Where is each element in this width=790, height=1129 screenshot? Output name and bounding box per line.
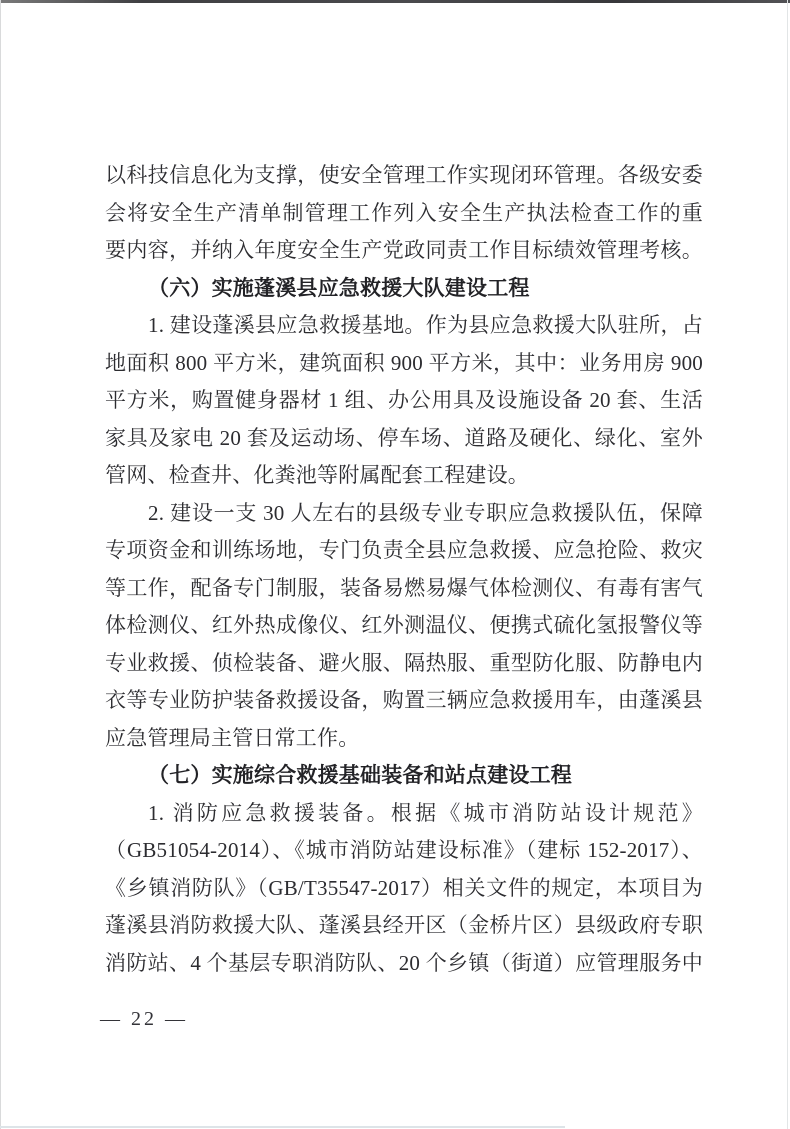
text-line: 以科技信息化为支撑，使安全管理工作实现闭环管理。各级安委 bbox=[105, 163, 703, 187]
scan-bottom-edge-artifact bbox=[0, 1126, 565, 1128]
text-line: 管网、检查井、化粪池等附属配套工程建设。 bbox=[105, 463, 529, 487]
text-line: 等工作，配备专门制服，装备易燃易爆气体检测仪、有毒有害气 bbox=[105, 575, 703, 600]
paragraph-rescue-base bbox=[105, 307, 703, 495]
text-line: 《乡镇消防队》（GB/T35547-2017）相关文件的规定，本项目为 bbox=[105, 875, 703, 900]
text-line: 1. 消防应急救援装备。根据《城市消防站设计规范》 bbox=[148, 800, 703, 825]
text-line: 要内容，并纳入年度安全生产党政同责工作目标绩效管理考核。 bbox=[105, 238, 703, 262]
scan-left-edge-artifact bbox=[0, 0, 1, 1129]
section-heading: （七）实施综合救援基础装备和站点建设工程 bbox=[148, 763, 572, 787]
text-line: 专项资金和训练场地，专门负责全县应急救援、应急抢险、救灾 bbox=[105, 538, 703, 562]
text-line: （GB51054-2014）、《城市消防站建设标准》（建标 152-2017）、 bbox=[105, 838, 703, 862]
document-body bbox=[105, 157, 703, 982]
text-line: 蓬溪县消防救援大队、蓬溪县经开区（金桥片区）县级政府专职 bbox=[105, 913, 703, 937]
text-line: 1. 建设蓬溪县应急救援基地。作为县应急救援大队驻所，占 bbox=[148, 313, 703, 337]
scan-top-edge-artifact bbox=[0, 0, 790, 3]
text-line: 地面积 800 平方米，建筑面积 900 平方米，其中：业务用房 900 bbox=[105, 350, 703, 375]
text-line: 体检测仪、红外热成像仪、红外测温仪、便携式硫化氢报警仪等 bbox=[105, 613, 703, 637]
section-six bbox=[105, 270, 703, 308]
paragraph-continuation bbox=[105, 157, 703, 270]
text-line: 消防站、4 个基层专职消防队、20 个乡镇（街道）应管理服务中 bbox=[105, 950, 703, 975]
text-line: 家具及家电 20 套及运动场、停车场、道路及硬化、绿化、室外 bbox=[105, 425, 703, 450]
section-seven bbox=[105, 757, 703, 795]
text-line: 专业救援、侦检装备、避火服、隔热服、重型防化服、防静电内 bbox=[105, 650, 703, 675]
page-number: — 22 — bbox=[100, 1008, 188, 1030]
paragraph-rescue-team bbox=[105, 495, 703, 758]
text-line: 平方米，购置健身器材 1 组、办公用具及设施设备 20 套、生活 bbox=[105, 388, 703, 412]
section-heading: （六）实施蓬溪县应急救援大队建设工程 bbox=[148, 275, 530, 300]
paragraph-fire-equipment bbox=[105, 795, 703, 983]
text-line: 会将安全生产清单制管理工作列入安全生产执法检查工作的重 bbox=[105, 200, 703, 225]
scan-right-edge-artifact bbox=[787, 0, 788, 1129]
text-line: 2. 建设一支 30 人左右的县级专业专职应急救援队伍，保障 bbox=[148, 500, 703, 525]
text-line: 衣等专业防护装备救援设备，购置三辆应急救援用车，由蓬溪县 bbox=[105, 688, 703, 712]
text-line: 应急管理局主管日常工作。 bbox=[105, 725, 360, 750]
